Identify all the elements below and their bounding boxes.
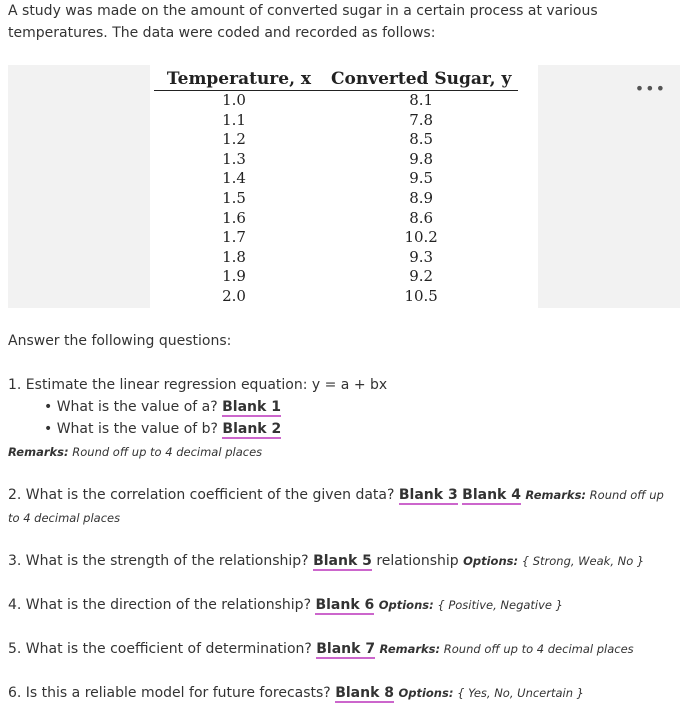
question-2-remarks: Remarks: Round off up to 4 decimal places (8, 488, 664, 525)
question-1a-text: What is the value of a? (56, 399, 218, 415)
cell-temperature: 1.0 (222, 91, 246, 109)
question-3-after: relationship (376, 553, 459, 569)
cell-converted-sugar: 8.1 (409, 91, 434, 109)
question-6 (8, 682, 678, 704)
table-row (154, 150, 518, 170)
table-row (154, 130, 518, 150)
table-row (154, 209, 518, 229)
data-table-panel (150, 65, 538, 308)
problem-intro: A study was made on the amount of converted sugar in a certain process at various temperatures. The data were coded and recorded as follows: (8, 3, 598, 41)
blank-2[interactable]: Blank 2 (222, 421, 282, 437)
blank-1[interactable]: Blank 1 (222, 399, 281, 415)
question-1-remarks (8, 441, 678, 463)
table-row (154, 248, 518, 268)
question-4 (8, 594, 678, 616)
cell-converted-sugar: 8.5 (409, 130, 434, 149)
question-3-text: 3. What is the strength of the relationship? (8, 553, 309, 569)
cell-temperature: 1.3 (222, 149, 246, 168)
cell-converted-sugar: 10.5 (404, 286, 438, 305)
question-2-text: 2. What is the correlation coefficient of the given data? (8, 487, 395, 503)
question-1a (44, 396, 281, 418)
data-table (154, 68, 518, 307)
blank-6[interactable]: Blank 6 (315, 597, 375, 613)
question-6-options: Options: { Yes, No, Uncertain } (398, 686, 584, 700)
question-5 (8, 638, 678, 660)
question-5-text: 5. What is the coefficient of determination? (8, 641, 312, 657)
cell-temperature: 1.8 (222, 247, 246, 266)
cell-temperature: 1.4 (222, 169, 246, 188)
data-table-container (8, 65, 680, 308)
cell-converted-sugar: 10.2 (404, 228, 438, 247)
table-row (154, 111, 518, 131)
blank-7[interactable]: Blank 7 (316, 641, 376, 657)
question-1b (44, 418, 281, 440)
table-row (154, 267, 518, 287)
blank-4[interactable]: Blank 4 (462, 487, 521, 503)
question-3 (8, 550, 678, 572)
table-header-row (154, 68, 518, 91)
bullet: • (44, 421, 57, 437)
question-2 (8, 484, 678, 530)
cell-temperature: 1.2 (222, 130, 246, 149)
table-row (154, 228, 518, 248)
question-1b-text: What is the value of b? (56, 421, 218, 437)
cell-converted-sugar: 9.8 (409, 149, 434, 168)
cell-temperature: 1.6 (222, 208, 246, 227)
answer-prompt: Answer the following questions: (8, 333, 232, 349)
bullet: • (44, 399, 57, 415)
cell-temperature: 1.1 (222, 110, 246, 129)
cell-converted-sugar: 9.5 (409, 169, 434, 188)
cell-temperature: 1.7 (222, 228, 246, 247)
header-converted-sugar: Converted Sugar, y (324, 68, 518, 91)
question-5-remarks: Remarks: Round off up to 4 decimal places (379, 642, 634, 656)
question-6-text: 6. Is this a reliable model for future forecasts? (8, 685, 331, 701)
question-3-options: Options: { Strong, Weak, No } (463, 554, 645, 568)
remarks-text: Round off up to 4 decimal places (72, 445, 263, 459)
cell-converted-sugar: 9.3 (409, 247, 434, 266)
table-row (154, 287, 518, 307)
header-temperature: Temperature, x (154, 68, 324, 91)
question-4-text: 4. What is the direction of the relationship? (8, 597, 311, 613)
cell-converted-sugar: 8.6 (409, 208, 434, 227)
cell-converted-sugar: 7.8 (409, 110, 434, 129)
cell-converted-sugar: 9.2 (409, 267, 434, 286)
question-1: 1. Estimate the linear regression equation: y = a + bx (8, 377, 388, 393)
table-body (154, 91, 518, 307)
table-row (154, 189, 518, 209)
table-row (154, 91, 518, 111)
cell-temperature: 1.5 (222, 188, 246, 207)
cell-converted-sugar: 8.9 (409, 188, 434, 207)
question-4-options: Options: { Positive, Negative } (378, 598, 563, 612)
blank-8[interactable]: Blank 8 (335, 685, 394, 701)
table-row (154, 169, 518, 189)
blank-5[interactable]: Blank 5 (313, 553, 372, 569)
remarks-label: Remarks: (8, 445, 69, 459)
cell-temperature: 2.0 (222, 286, 246, 305)
blank-3[interactable]: Blank 3 (398, 487, 458, 503)
cell-temperature: 1.9 (222, 267, 246, 286)
more-horizontal-icon[interactable]: ••• (634, 79, 666, 98)
